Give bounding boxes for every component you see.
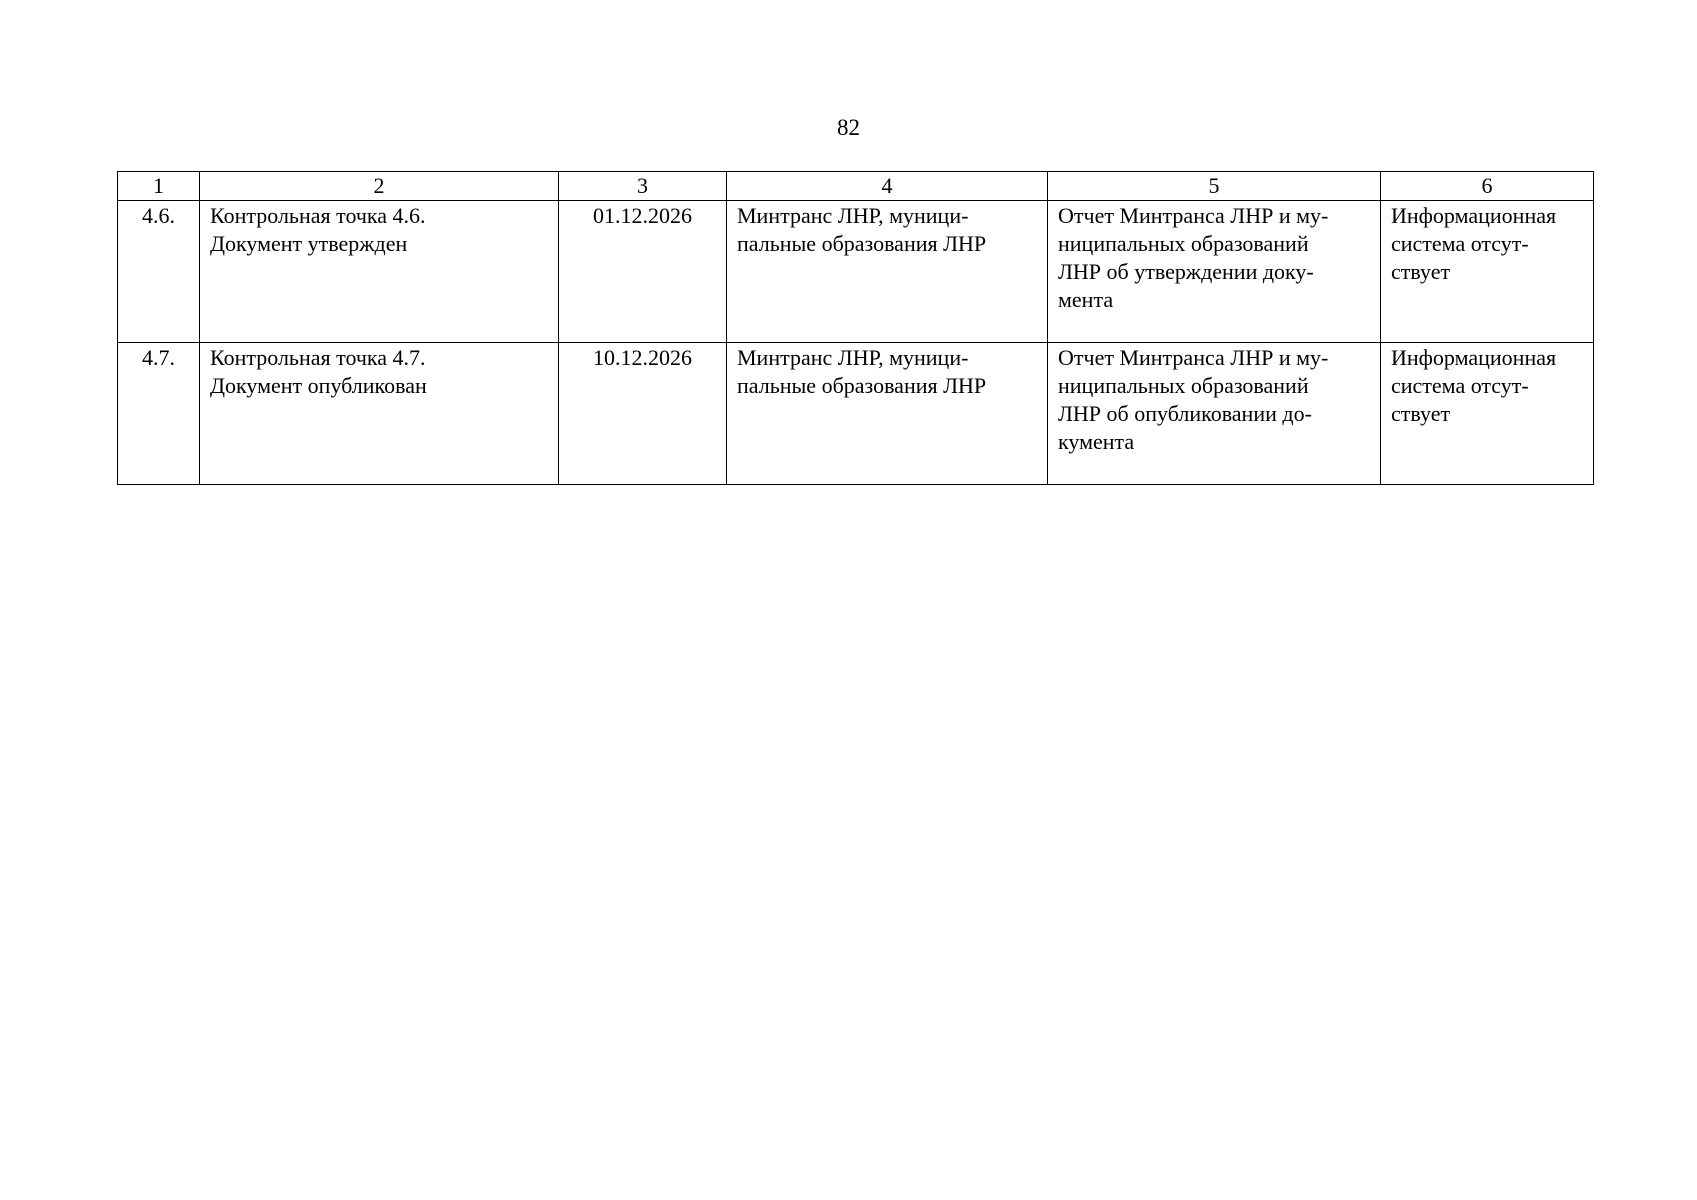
cell-text-line: ЛНР об опубликовании до- — [1058, 401, 1312, 426]
cell-text-line: ствует — [1391, 401, 1451, 426]
column-header-1: 1 — [118, 172, 200, 201]
cell-text-line: Отчет Минтранса ЛНР и му- — [1058, 345, 1329, 370]
document-cell — [1048, 201, 1381, 343]
cell-text-line: ниципальных образований — [1058, 373, 1309, 398]
cell-text-line: пальные образования ЛНР — [737, 231, 987, 256]
document-cell — [1048, 343, 1381, 485]
column-header-5: 5 — [1048, 172, 1381, 201]
cell-text-line: Информационная — [1391, 203, 1557, 228]
cell-text-line: ниципальных образований — [1058, 231, 1309, 256]
cell-text-line: Минтранс ЛНР, муници- — [737, 203, 969, 228]
cell-text-line: Документ утвержден — [210, 231, 408, 256]
cell-text-line: кумента — [1058, 429, 1135, 454]
cell-text-line: мента — [1058, 287, 1114, 312]
cell-text-line: Отчет Минтранса ЛНР и му- — [1058, 203, 1329, 228]
column-header-6: 6 — [1381, 172, 1594, 201]
row-number-cell: 4.7. — [118, 343, 200, 485]
table-row — [118, 201, 1594, 343]
responsible-cell — [727, 343, 1048, 485]
date-cell: 01.12.2026 — [559, 201, 727, 343]
information-system-cell — [1381, 201, 1594, 343]
information-system-cell — [1381, 343, 1594, 485]
cell-text-line: пальные образования ЛНР — [737, 373, 987, 398]
table-row — [118, 343, 1594, 485]
cell-text-line: ЛНР об утверждении доку- — [1058, 259, 1314, 284]
column-header-2: 2 — [200, 172, 559, 201]
cell-text-line: Документ опубликован — [210, 373, 427, 398]
cell-text-line: Контрольная точка 4.6. — [210, 203, 426, 228]
cell-text-line: Информационная — [1391, 345, 1557, 370]
responsible-cell — [727, 201, 1048, 343]
control-points-table — [117, 171, 1594, 485]
date-cell: 10.12.2026 — [559, 343, 727, 485]
cell-text-line: Минтранс ЛНР, муници- — [737, 345, 969, 370]
cell-text-line: ствует — [1391, 259, 1451, 284]
column-header-4: 4 — [727, 172, 1048, 201]
cell-text-line: Контрольная точка 4.7. — [210, 345, 426, 370]
table-header-row — [118, 172, 1594, 201]
cell-text-line: система отсут- — [1391, 231, 1529, 256]
page-number: 82 — [837, 115, 860, 140]
cell-text-line: система отсут- — [1391, 373, 1529, 398]
control-point-name-cell — [200, 201, 559, 343]
column-header-3: 3 — [559, 172, 727, 201]
row-number-cell: 4.6. — [118, 201, 200, 343]
control-point-name-cell — [200, 343, 559, 485]
